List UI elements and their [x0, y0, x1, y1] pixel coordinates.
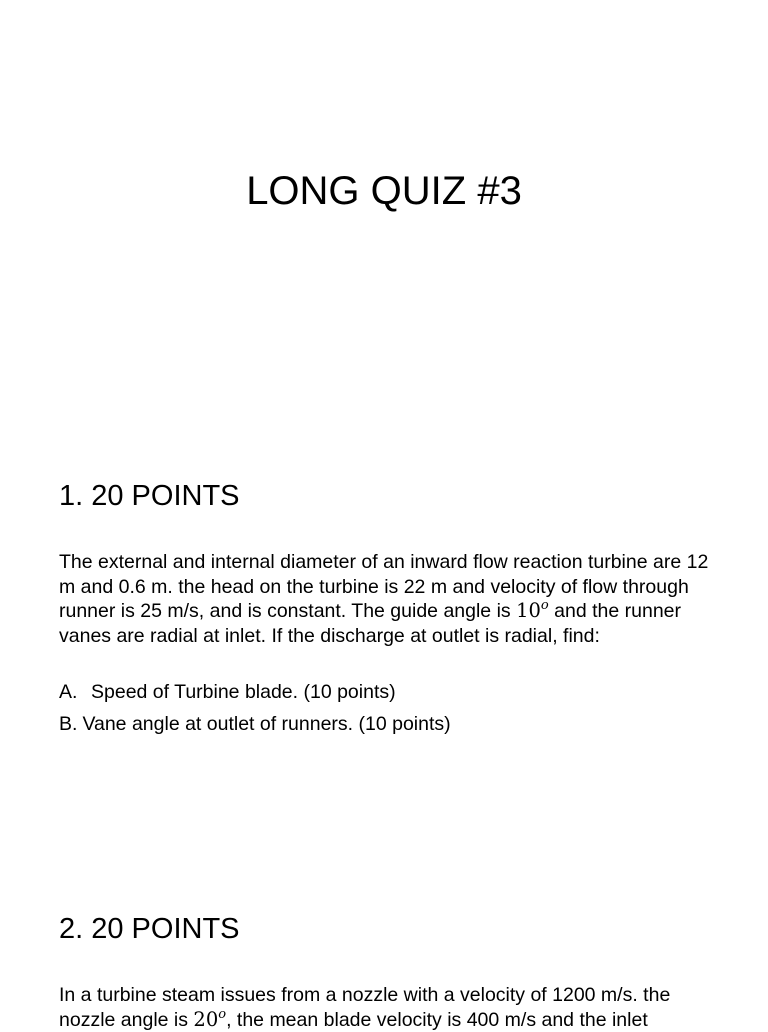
page-title: LONG QUIZ #3: [246, 169, 522, 213]
question-2-text: [59, 983, 729, 1032]
option-a-letter: A.: [59, 681, 78, 703]
question-2-text-line1: In a turbine steam issues from a nozzle with a velocity of 1200 m/s. the: [59, 984, 671, 1006]
question-1-heading: 1. 20 POINTS: [59, 480, 240, 512]
question-1-text-part1: The external and internal diameter of an inward flow reaction turbine are 12 m and 0.6 m. the head on the turbine is 22 m and velocity of flow through runner is 25 m/s, and is constant. The guide angle is: [59, 551, 709, 622]
option-b-text: Vane angle at outlet of runners. (10 points): [82, 713, 451, 735]
option-b-letter: B.: [59, 713, 78, 735]
question-1-option-a: [59, 680, 396, 704]
option-a-text: Speed of Turbine blade. (10 points): [91, 681, 396, 703]
degree-superscript: o: [540, 598, 549, 613]
question-2-text-part1: nozzle angle is: [59, 1008, 194, 1031]
question-2-text-part2: , the mean blade velocity is 400 m/s and the inlet: [226, 1008, 648, 1031]
question-1-text-part2: and the runner vanes are radial at inlet. If the discharge at outlet is radial, find:: [59, 600, 681, 647]
degree-superscript: o: [218, 1006, 227, 1022]
question-2-heading: 2. 20 POINTS: [59, 913, 240, 945]
question-1-option-b: [59, 712, 451, 736]
question-1-text: [59, 550, 729, 648]
guide-angle-math: [516, 599, 549, 622]
guide-angle-value: 10: [516, 599, 541, 622]
nozzle-angle-math: [193, 1008, 226, 1031]
nozzle-angle-value: 20: [193, 1007, 219, 1031]
